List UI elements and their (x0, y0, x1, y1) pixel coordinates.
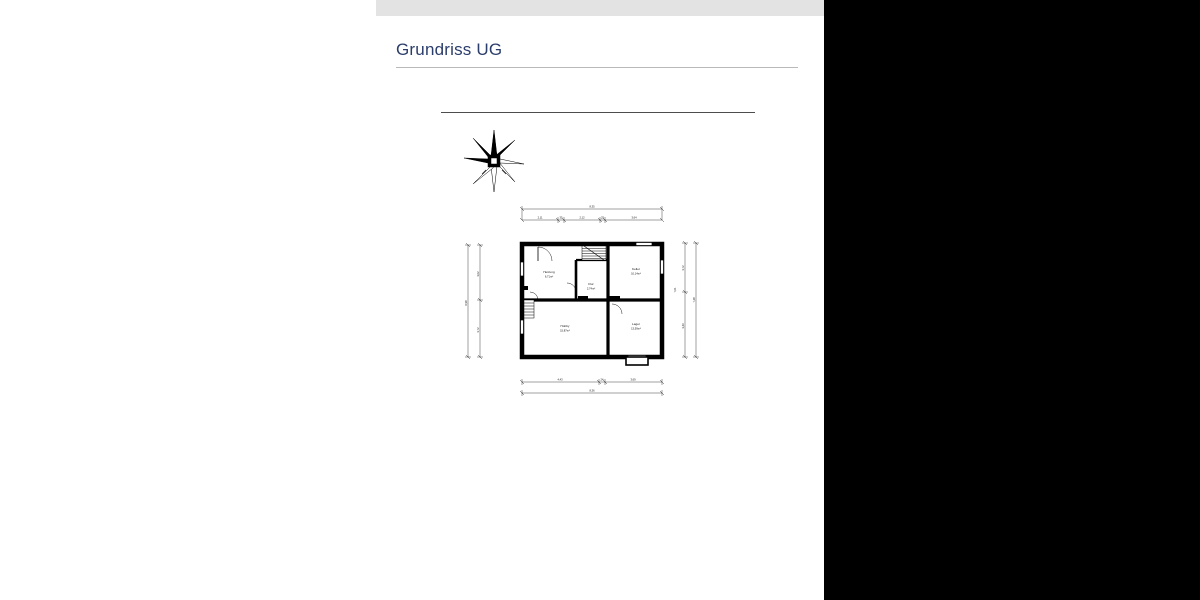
dim-top-4: 25 (601, 216, 604, 220)
room-label-flur: Flur (588, 282, 594, 286)
page-title: Grundriss UG (396, 40, 503, 59)
dim-top-1: 2,11 (537, 216, 543, 220)
bay-projection (626, 357, 648, 365)
staircase-secondary (524, 300, 534, 318)
content-divider (441, 112, 755, 113)
top-dimension-chain (520, 206, 664, 223)
room-label-heizung: Heizung (543, 270, 555, 274)
dim-top-overall: 8,35 (589, 205, 595, 209)
dim-right-1: 3,72 (682, 265, 685, 271)
dim-bottom-3: 3,69 (630, 378, 636, 382)
dim-top-5: 3,64 (631, 216, 637, 220)
dim-right-inner: 7,01 (674, 287, 677, 293)
room-label-keller: Keller (632, 267, 640, 271)
dim-bottom-1: 4,43 (557, 378, 563, 382)
room-area-heizung: 6,71m² (544, 275, 554, 279)
room-area-hobby: 15,87m² (560, 329, 570, 333)
page-top-white-band (0, 0, 376, 16)
room-label-lager: Lager (632, 322, 640, 326)
floor-plan-drawing (460, 200, 710, 405)
dim-right-overall: 7,28 (693, 297, 696, 303)
dim-left-1: 3,02 (477, 271, 480, 277)
dim-left-2: 3,72 (477, 327, 480, 333)
dim-left-overall: 6,98 (465, 300, 468, 306)
dim-bottom-overall: 8,36 (589, 389, 595, 393)
staircase (582, 246, 606, 260)
right-dimension-chain (682, 241, 699, 359)
bottom-dimension-chain (520, 379, 664, 396)
dim-top-2: 35 (559, 216, 563, 220)
room-area-lager: 13,59m² (631, 327, 641, 331)
page-right-gutter (824, 0, 1200, 600)
compass-rose-icon (460, 128, 528, 194)
room-label-hobby: Hobby (560, 324, 570, 328)
dim-top-3: 2,12 (579, 216, 585, 220)
dim-bottom-2: 24 (600, 378, 604, 382)
room-area-keller: 10,14m² (631, 272, 641, 276)
room-area-flur: 2,74m² (586, 287, 596, 291)
title-divider (396, 67, 798, 68)
dim-right-2: 3,43 (682, 323, 685, 329)
plan-walls (522, 244, 662, 357)
page-top-grey-band (376, 0, 824, 16)
